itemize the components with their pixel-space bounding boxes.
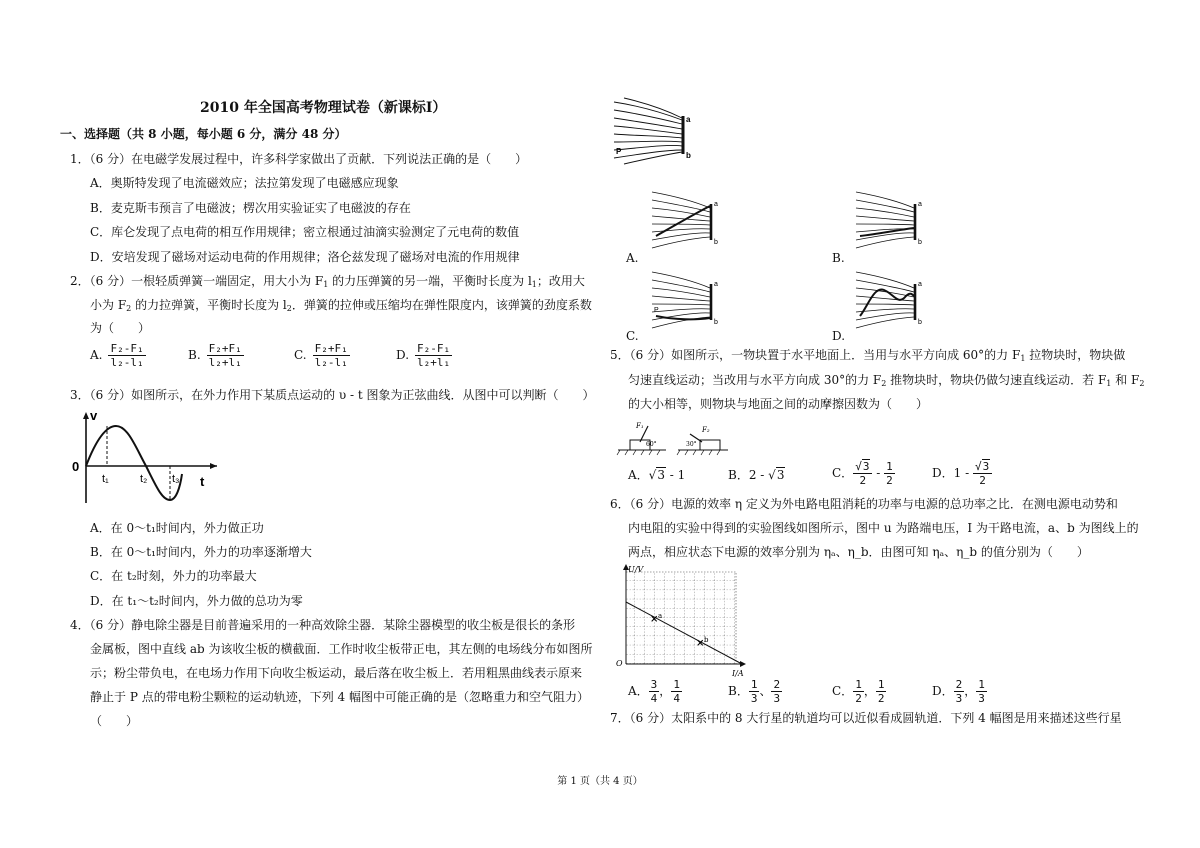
q3-option-a: A．在 0～t₁时间内，外力做正功	[90, 521, 264, 535]
q5-option-d: D．1 - $\frac{√3}{2}$	[932, 460, 992, 487]
q2-option-d: D. $\frac{\text{F₂-F₁}}{\text{l₂+l₁}}$	[396, 342, 451, 369]
q3-option-b: B．在 0～t₁时间内，外力的功率逐渐增大	[90, 545, 312, 559]
q5-block-figure	[616, 418, 736, 458]
q1-option-a: A．奥斯特发现了电流磁效应；法拉第发现了电磁感应现象	[90, 176, 399, 190]
q3-option-c: C．在 t₂时刻，外力的功率最大	[90, 569, 257, 583]
svg-text:a: a	[918, 281, 922, 288]
q6-option-c: C． $\frac{1}{2}$ ， $\frac{1}{2}$	[832, 678, 885, 705]
q2-line1: 2．（6 分）一根轻质弹簧一端固定，用大小为 $F_1$ 的力压弹簧的另一端，平衡时长度为 $l_1$；改用大	[70, 274, 585, 289]
svg-text:O: O	[616, 659, 623, 668]
q5-option-a: A．√3 - 1	[628, 468, 686, 482]
q3-origin: 0	[72, 459, 80, 474]
q2-line2: 小为 $F_2$ 的力拉弹簧，平衡时长度为 $l_2$．弹簧的拉伸或压缩均在弹性限度内，该弹簧的劲度系数	[90, 298, 592, 313]
q7-line1: 7．（6 分）太阳系中的 8 大行星的轨道均可以近似看成圆轨道．下列 4 幅图是用来描述这些行星	[610, 711, 1122, 725]
q5-option-b: B．2 - √3	[728, 468, 785, 482]
svg-text:P: P	[616, 147, 622, 156]
q3-t3: t₃	[172, 473, 180, 485]
svg-text:P: P	[654, 307, 659, 314]
svg-text:×: ×	[650, 614, 659, 625]
q4-main-field-figure	[610, 96, 696, 166]
section-heading: 一、选择题（共 8 小题，每小题 6 分，满分 48 分）	[60, 127, 347, 141]
q4-line1: 4．（6 分）静电除尘器是目前普遍采用的一种高效除尘器．某除尘器模型的收尘板是很长的条形	[70, 618, 576, 632]
q4-option-c-figure	[650, 266, 722, 330]
svg-text:30°: 30°	[686, 441, 697, 448]
q6-line3: 两点，相应状态下电源的效率分别为 ηₐ、η_b．由图可知 ηₐ、η_b 的值分别为（ ）	[628, 545, 1089, 559]
q4-line5: （ ）	[90, 714, 139, 728]
svg-text:a: a	[714, 281, 718, 288]
q5-option-c: C． $\frac{√3}{2}$ - $\frac{1}{2}$	[832, 460, 893, 487]
q1-stem: 1．（6 分）在电磁学发展过程中，许多科学家做出了贡献．下列说法正确的是（ ）	[70, 152, 528, 166]
q3-option-d: D．在 t₁～t₂时间内，外力做的总功为零	[90, 594, 303, 608]
q4-option-a-figure	[650, 186, 722, 250]
q6-ui-graph-figure	[614, 562, 754, 678]
q2-option-b: B. $\frac{\text{F₂+F₁}}{\text{l₂+l₁}}$	[188, 342, 242, 369]
svg-text:F₂: F₂	[702, 426, 710, 434]
page-footer: 第 1 页（共 4 页）	[557, 776, 643, 787]
q2-option-c: C. $\frac{\text{F₂+F₁}}{\text{l₂-l₁}}$	[294, 342, 348, 369]
q4-option-c-label: C.	[626, 329, 639, 343]
q3-stem: 3．（6 分）如图所示，在外力作用下某质点运动的 υ - t 图象为正弦曲线．从图中可以判断（ ）	[70, 388, 595, 402]
q1-option-b: B．麦克斯韦预言了电磁波；楞次用实验证实了电磁波的存在	[90, 201, 411, 215]
svg-text:b: b	[714, 239, 718, 246]
q6-option-b: B． $\frac{1}{3}$ 、 $\frac{2}{3}$	[728, 678, 781, 705]
q4-option-a-label: A.	[626, 251, 639, 265]
svg-text:a: a	[686, 115, 691, 124]
svg-text:b: b	[686, 151, 691, 160]
svg-text:×: ×	[696, 638, 705, 649]
q3-t1: t₁	[102, 473, 109, 485]
q1-option-d: D．安培发现了磁场对运动电荷的作用规律；洛仑兹发现了磁场对电流的作用规律	[90, 250, 520, 264]
svg-text:b: b	[714, 319, 718, 326]
q6-option-d: D． $\frac{2}{3}$ ， $\frac{1}{3}$	[932, 678, 985, 705]
q5-line2: 匀速直线运动；当改用与水平方向成 30°的力 $F_2$ 推物块时，物块仍做匀速直线运动．若 $F_1$ 和 $F_2$	[628, 373, 1145, 388]
q5-line1: 5．（6 分）如图所示，一物块置于水平地面上．当用与水平方向成 60°的力 $F_1$ 拉物块时，物块做	[610, 348, 1126, 363]
q2-option-a: A. $\frac{\text{F₂-F₁}}{\text{l₂-l₁}}$	[90, 342, 144, 369]
svg-text:b: b	[704, 636, 709, 644]
svg-text:a: a	[658, 612, 663, 620]
svg-text:U/V: U/V	[628, 565, 644, 574]
svg-text:b: b	[918, 319, 922, 326]
q4-option-d-figure	[854, 266, 926, 330]
q6-option-a: A． $\frac{3}{4}$ ， $\frac{1}{4}$	[628, 678, 680, 705]
q3-axis-v: v	[90, 408, 98, 423]
q6-line2: 内电阻的实验中得到的实验图线如图所示，图中 u 为路端电压，I 为干路电流，a、b 为图线上的	[628, 521, 1139, 535]
page-title: 2010 年全国高考物理试卷（新课标Ⅰ）	[200, 100, 447, 116]
q4-option-b-figure	[854, 186, 926, 250]
svg-text:a: a	[918, 201, 922, 208]
svg-text:b: b	[918, 239, 922, 246]
q3-t2: t₂	[140, 473, 148, 485]
q3-vt-graph-figure	[72, 408, 222, 508]
q4-line2: 金属板，图中直线 ab 为该收尘板的横截面．工作时收尘板带正电，其左侧的电场线分布如图所	[90, 642, 593, 656]
q4-option-b-label: B.	[832, 251, 845, 265]
q4-option-d-label: D.	[832, 329, 846, 343]
svg-text:a: a	[714, 201, 718, 208]
q2-line3: 为（ ）	[90, 321, 151, 335]
q6-line1: 6．（6 分）电源的效率 η 定义为外电路电阻消耗的功率与电源的总功率之比．在测电源电动势和	[610, 497, 1118, 511]
svg-text:60°: 60°	[646, 441, 657, 448]
q4-line4: 静止于 P 点的带电粉尘颗粒的运动轨迹，下列 4 幅图中可能正确的是（忽略重力和空气阻力）	[90, 690, 589, 704]
q5-line3: 的大小相等，则物块与地面之间的动摩擦因数为（ ）	[628, 397, 929, 411]
svg-text:I/A: I/A	[732, 669, 744, 678]
q4-line3: 示；粉尘带负电，在电场力作用下向收尘板运动，最后落在收尘板上．若用粗黑曲线表示原来	[90, 666, 583, 680]
q1-option-c: C．库仑发现了点电荷的相互作用规律；密立根通过油滴实验测定了元电荷的数值	[90, 225, 520, 239]
q3-axis-t: t	[200, 474, 205, 489]
svg-text:F₁: F₁	[636, 422, 644, 430]
